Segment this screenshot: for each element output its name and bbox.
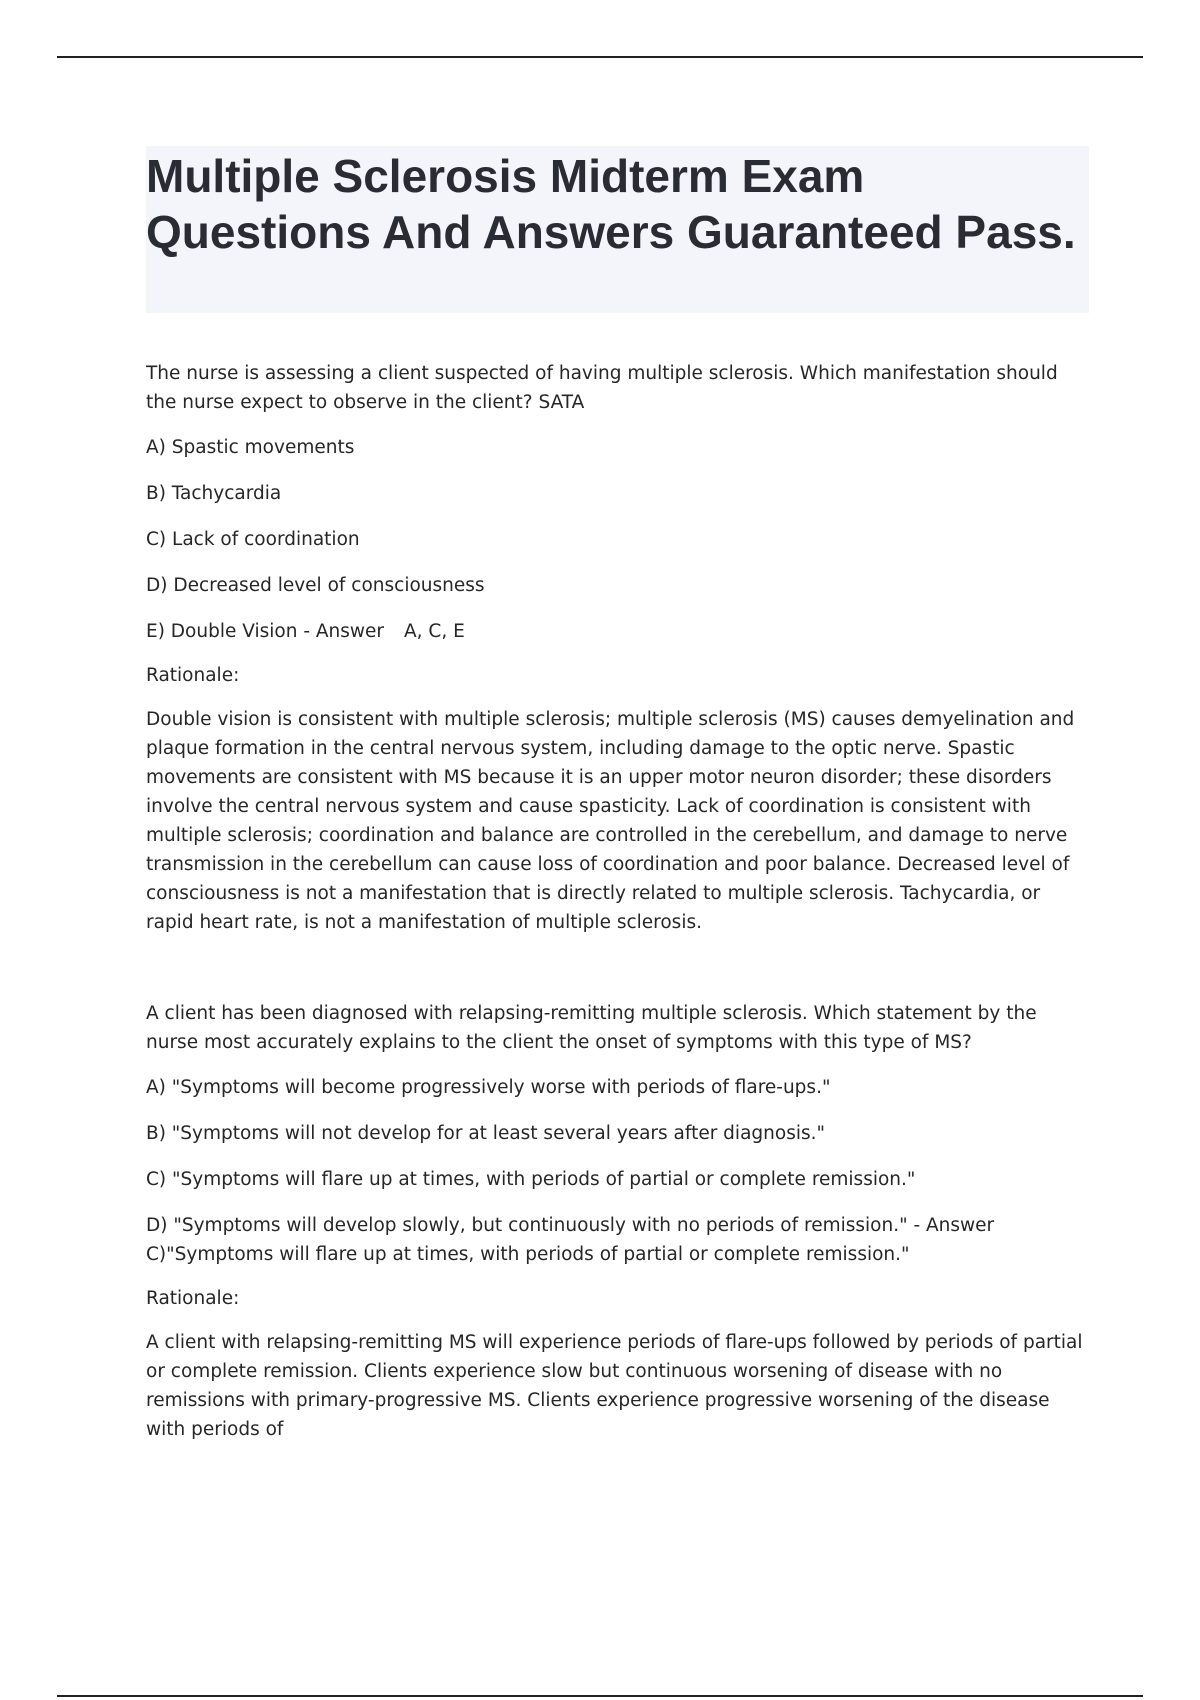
answer-option-a: A) "Symptoms will become progressively worse with periods of flare-ups." [146, 1077, 831, 1098]
question-stem: A client has been diagnosed with relapsing-remitting multiple sclerosis. Which statement by the nurse most accurately explains to the client the onset of symptoms with this type of MS? [146, 1003, 1037, 1053]
rationale-text: A client with relapsing-remitting MS will experience periods of flare-ups followed by periods of partial or complete remission. Clients experience slow but continuous worsening of disease with no remissions with primary-progressive MS. Clients experience progressive worsening of the disease with periods of [146, 1332, 1083, 1440]
document-body [146, 359, 1086, 1444]
title-banner [146, 146, 1089, 313]
rationale-label: Rationale: [146, 1288, 240, 1309]
page-title: Multiple Sclerosis Midterm Exam Questions And Answers Guaranteed Pass. [146, 150, 1076, 258]
question-2 [146, 999, 1086, 1444]
answer-key: C)"Symptoms will flare up at times, with periods of partial or complete remission." [146, 1244, 910, 1265]
answer-option-b: B) Tachycardia [146, 483, 282, 504]
answer-option-b: B) "Symptoms will not develop for at least several years after diagnosis." [146, 1123, 825, 1144]
rationale-text: Double vision is consistent with multiple sclerosis; multiple sclerosis (MS) causes demyelination and plaque formation in the central nervous system, including damage to the optic nerve. Spastic movements are consistent with MS because it is an upper motor neuron disorder; these disorders involve the central nervous system and cause spasticity. Lack of coordination is consistent with multiple sclerosis; coordination and balance are controlled in the cerebellum, and damage to nerve transmission in the cerebellum can cause loss of coordination and poor balance. Decreased level of consciousness is not a manifestation that is directly related to multiple sclerosis. Tachycardia, or rapid heart rate, is not a manifestation of multiple sclerosis. [146, 709, 1075, 933]
answer-option-c: C) Lack of coordination [146, 529, 360, 550]
answer-option-d [146, 1211, 1086, 1269]
answer-option-c: C) "Symptoms will flare up at times, with periods of partial or complete remission." [146, 1169, 916, 1190]
answer-option-d: D) Decreased level of consciousness [146, 575, 485, 596]
header-rule [57, 56, 1143, 58]
rationale-label: Rationale: [146, 665, 240, 686]
answer-key: A, C, E [404, 621, 465, 642]
answer-option-e [146, 617, 1086, 646]
answer-option-a: A) Spastic movements [146, 437, 355, 458]
answer-option-d-text: D) "Symptoms will develop slowly, but continuously with no periods of remission." - Answer [146, 1215, 995, 1236]
question-1 [146, 359, 1086, 937]
footer-rule [57, 1695, 1143, 1697]
question-stem: The nurse is assessing a client suspected of having multiple sclerosis. Which manifestation should the nurse expect to observe in the client? SATA [146, 363, 1058, 413]
answer-option-e-text: E) Double Vision - Answer [146, 621, 385, 642]
